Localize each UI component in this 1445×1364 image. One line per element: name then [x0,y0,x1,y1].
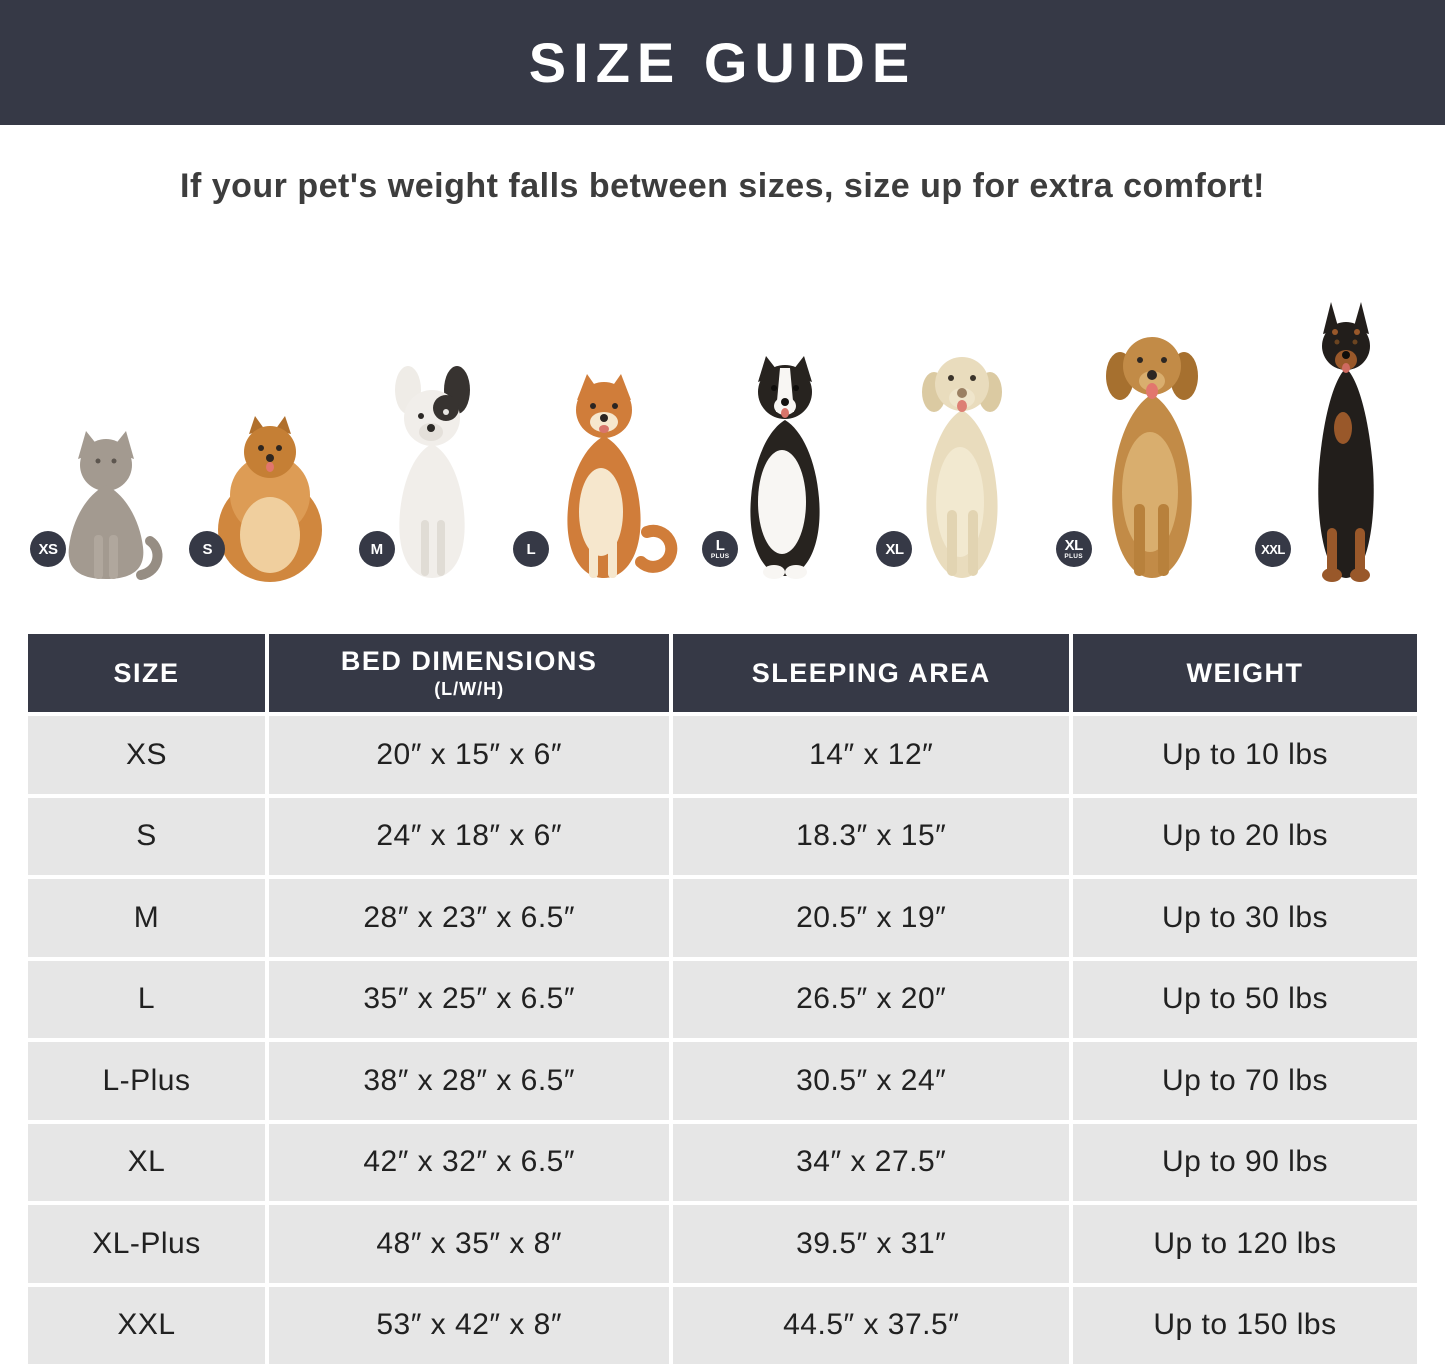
pet-item-pomeranian [202,400,335,585]
table-cell-sleep: 34″ x 27.5″ [673,1124,1069,1202]
table-cell-size: M [28,879,265,957]
column-header-label: SLEEPING AREA [751,657,991,688]
table-cell-bed: 38″ x 28″ x 6.5″ [269,1042,670,1120]
column-header-size [28,634,265,712]
size-badge-label: M [370,540,383,558]
pet-item-french-bulldog [370,360,490,585]
column-header-weight [1073,634,1417,712]
column-header-sleeping-area [673,634,1069,712]
column-header-label: BED DIMENSIONS [340,646,598,676]
pet-item-golden-retriever [1064,320,1232,585]
table-cell-sleep: 20.5″ x 19″ [673,879,1069,957]
doberman-image [1271,300,1421,585]
size-badge-xs [30,531,66,567]
table-cell-sleep: 14″ x 12″ [673,716,1069,794]
table-cell-bed: 20″ x 15″ x 6″ [269,716,670,794]
size-badge-xl-plus [1056,531,1092,567]
size-badge-sublabel: PLUS [1064,552,1083,560]
size-badge-label: XXL [1261,541,1285,557]
table-cell-weight: Up to 30 lbs [1073,879,1417,957]
table-cell-bed: 53″ x 42″ x 8″ [269,1287,670,1364]
table-cell-size: S [28,798,265,876]
size-badge-label: L [526,540,536,558]
pomeranian-image [202,400,335,585]
pet-item-labrador [885,340,1032,585]
pet-item-doberman [1261,300,1421,585]
table-cell-sleep: 18.3″ x 15″ [673,798,1069,876]
column-header-label: SIZE [113,657,180,688]
size-table [28,634,1417,1364]
table-cell-weight: Up to 50 lbs [1073,961,1417,1039]
size-badge-l-plus [702,531,738,567]
subtitle: If your pet's weight falls between sizes, size up for extra comfort! [180,167,1265,205]
table-cell-sleep: 44.5″ x 37.5″ [673,1287,1069,1364]
size-badge-label: XL [885,540,904,558]
table-cell-sleep: 39.5″ x 31″ [673,1205,1069,1283]
table-cell-size: XL-Plus [28,1205,265,1283]
golden-retriever-image [1072,320,1232,585]
table-cell-weight: Up to 10 lbs [1073,716,1417,794]
table-cell-sleep: 26.5″ x 20″ [673,961,1069,1039]
table-cell-bed: 28″ x 23″ x 6.5″ [269,879,670,957]
table-cell-weight: Up to 90 lbs [1073,1124,1417,1202]
size-badge-label: S [202,540,213,558]
size-badge-label: XL [1064,536,1083,554]
pet-item-shiba-inu [526,370,679,585]
column-header-sublabel: (L/W/H) [434,679,505,699]
table-cell-sleep: 30.5″ x 24″ [673,1042,1069,1120]
border-collie-image [715,350,853,585]
table-cell-weight: Up to 20 lbs [1073,798,1417,876]
table-cell-bed: 42″ x 32″ x 6.5″ [269,1124,670,1202]
size-badge-sublabel: PLUS [710,552,730,560]
labrador-image [892,340,1032,585]
table-cell-bed: 35″ x 25″ x 6.5″ [269,961,670,1039]
size-badge-label: XS [38,540,58,558]
table-cell-weight: Up to 120 lbs [1073,1205,1417,1283]
shiba-inu-image [526,370,679,585]
size-badge-l [513,531,549,567]
header-bar [0,0,1445,125]
size-badge-m [359,531,395,567]
table-cell-size: L-Plus [28,1042,265,1120]
size-badge-label: L [715,536,725,554]
page-title: SIZE GUIDE [528,31,917,94]
table-cell-bed: 24″ x 18″ x 6″ [269,798,670,876]
pet-size-lineup [0,207,1445,585]
pet-item-border-collie [710,350,853,585]
table-cell-bed: 48″ x 35″ x 8″ [269,1205,670,1283]
table-cell-weight: Up to 70 lbs [1073,1042,1417,1120]
table-cell-size: XL [28,1124,265,1202]
column-header-label: WEIGHT [1186,657,1304,688]
size-badge-xxl [1255,531,1291,567]
pet-item-cat [38,425,166,585]
cat-image [46,425,166,585]
table-cell-weight: Up to 150 lbs [1073,1287,1417,1364]
table-cell-size: XXL [28,1287,265,1364]
table-cell-size: L [28,961,265,1039]
table-cell-size: XS [28,716,265,794]
column-header-bed-dimensions [269,634,670,712]
